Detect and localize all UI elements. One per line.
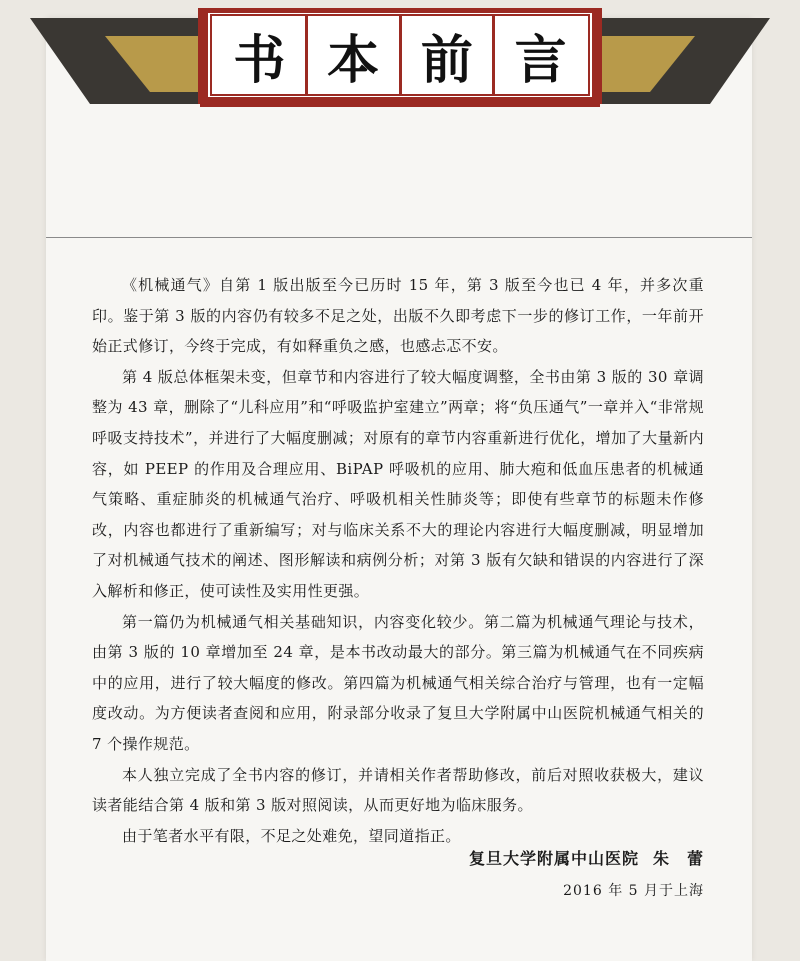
signature-line bbox=[469, 844, 704, 874]
page-title bbox=[214, 14, 586, 96]
paragraph: 第一篇仍为机械通气相关基础知识，内容变化较少。第二篇为机械通气理论与技术，由第 3 版的 10 章增加至 24 章，是本书改动最大的部分。第三篇为机械通气在不同疾病中的应用，进行了较大幅度的修改。第四篇为机械通气相关综合治疗与管理，也有一定幅度改动。为方便读者查阅和应用，附录部分收录了复旦大学附属中山医院机械通气相关的 7 个操作规范。 bbox=[92, 612, 704, 753]
title-char: 言 bbox=[492, 14, 586, 96]
title-char: 书 bbox=[233, 30, 286, 91]
paragraph: 由于笔者水平有限，不足之处难免，望同道指正。 bbox=[122, 826, 461, 845]
title-char: 本 bbox=[305, 14, 399, 96]
paragraph: 第 4 版总体框架未变，但章节和内容进行了较大幅度调整，全书由第 3 版的 30 章调整为 43 章，删除了“儿科应用”和“呼吸监护室建立”两章；将“负压通气”一章并入“非常规呼吸支持技术”，并进行了大幅度删减；对原有的章节内容重新进行优化，增加了大量新内容，如 PEEP 的作用及合理应用、BiPAP 呼吸机的应用、肺大疱和低血压患者的机械通气策略、重症肺炎的机械通气治疗、呼吸机相关性肺炎等；即使有些章节的标题未作修改，内容也都进行了重新编写；对与临床关系不大的理论内容进行大幅度删减，明显增加了对机械通气技术的阐述、图形解读和病例分析；对第 3 版有欠缺和错误的内容进行了深入解析和修正，使可读性及实用性更强。 bbox=[92, 367, 704, 600]
signature-date: 2016 年 5 月于上海 bbox=[563, 883, 704, 899]
signature-block bbox=[469, 844, 704, 908]
title-char: 前 bbox=[399, 14, 493, 96]
paragraph: 《机械通气》自第 1 版出版至今已历时 15 年，第 3 版至今也已 4 年，并多次重印。鉴于第 3 版的内容仍有较多不足之处，出版不久即考虑下一步的修订工作，一年前开始正式修订，今终于完成，有如释重负之感，也感忐忑不安。 bbox=[92, 276, 704, 356]
signature-author: 朱 蕾 bbox=[652, 849, 704, 868]
header-banner bbox=[0, 0, 800, 122]
paragraph: 本人独立完成了全书内容的修订，并请相关作者帮助修改，前后对照收获极大，建议读者能结合第 4 版和第 3 版对照阅读，从而更好地为临床服务。 bbox=[92, 765, 704, 815]
divider-line bbox=[46, 237, 752, 238]
preface-body bbox=[92, 270, 704, 851]
signature-organization: 复旦大学附属中山医院 bbox=[468, 849, 639, 868]
